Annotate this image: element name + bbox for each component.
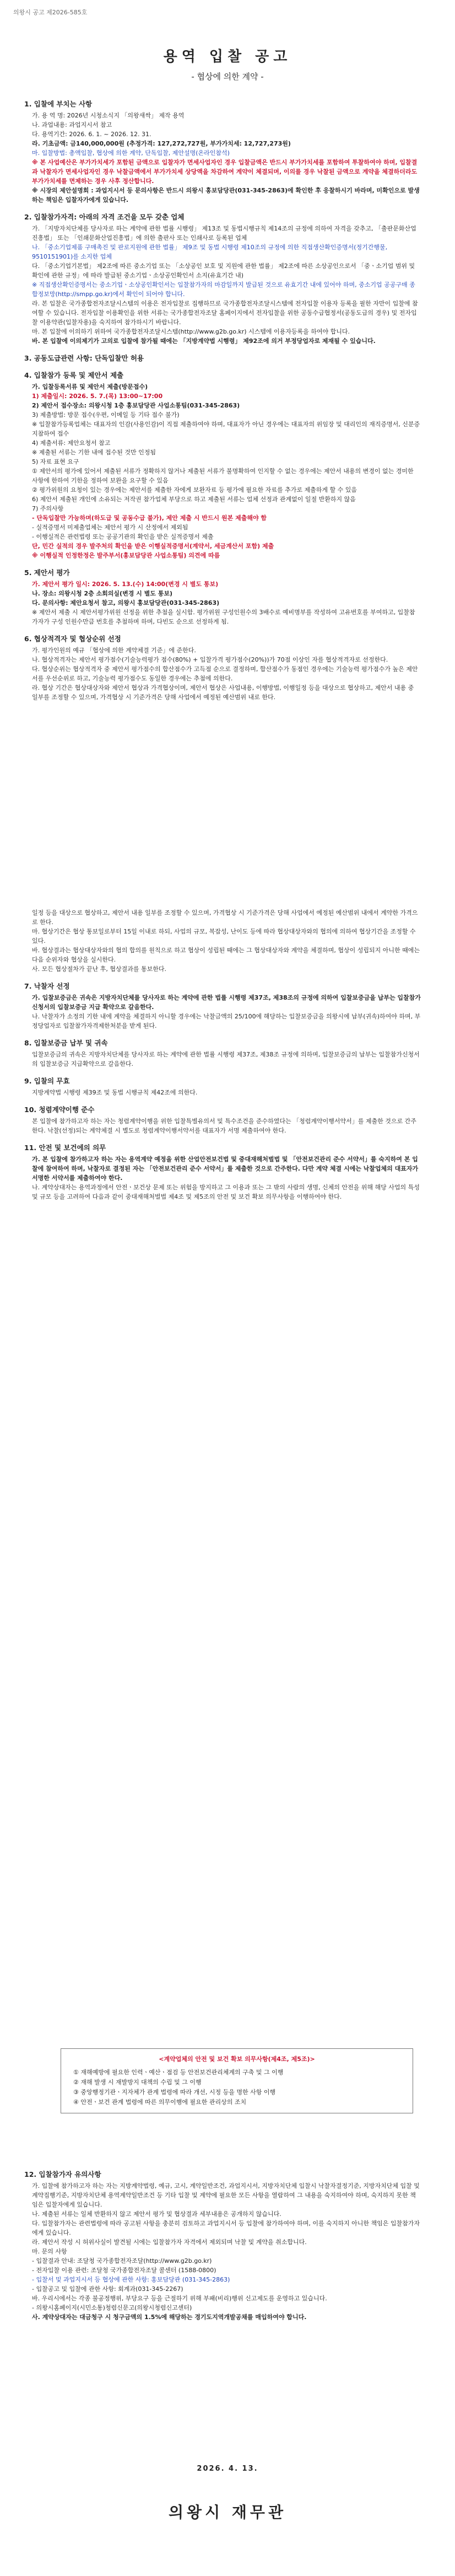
section bbox=[24, 568, 421, 626]
section-line: 마. 협상기간은 협상 통보일로부터 15일 이내로 하되, 사업의 규모, 복잡성, 난이도 등에 따라 협상대상자와의 협의에 의하여 협상기간을 조정할 수 있다. bbox=[32, 928, 416, 944]
section-line: - 이행실적은 관련법령 또는 공공기관의 확인을 받은 실적증명서 제출 bbox=[32, 533, 214, 540]
section-line: ※ 제안서 제출 시 제안서평가위원 선정을 위한 추첨을 실시함. 평가위원 구성인원수의 3배수로 예비명부를 작성하여 고유번호를 부여하고, 입찰참가자가 구성 인원수만큼 번호를 추첨하며 하며, 다빈도 순으로 선정하게 됨. bbox=[32, 609, 415, 625]
section-line: 사. 계약상대자는 대금청구 시 청구금액의 1.5%에 해당하는 경기도지역개발공채를 매입하여야 합니다. bbox=[32, 2314, 307, 2321]
page-subtitle: - 협상에 의한 계약 - bbox=[191, 72, 264, 82]
section-line: - 입찰공고 및 입찰에 관한 사항: 회계과(031-345-2267) bbox=[32, 2285, 183, 2293]
notice-body-part3 bbox=[24, 2170, 421, 2330]
section-heading: 2. 입찰참가자격: 아래의 자격 조건을 모두 갖춘 업체 bbox=[24, 213, 185, 221]
section-line: 지방계약법 시행령 제39조 및 동법 시행규칙 제42조에 의한다. bbox=[32, 1089, 198, 1096]
section-line: - 실적증명서 미제출업체는 제안서 평가 시 산정에서 제외됨 bbox=[32, 524, 188, 531]
section-line: 7) 주의사항 bbox=[32, 505, 64, 512]
section-line: 사. 모든 협상절차가 끝난 후, 협상결과를 통보한다. bbox=[32, 965, 166, 973]
section-heading: 6. 협상적격자 및 협상순위 선정 bbox=[24, 635, 121, 643]
section-line: 가. 평가인원의 예규 「협상에 의한 계약체결 기준」에 준한다. bbox=[32, 647, 196, 654]
section-line: ※ 시장의 제안설명회 : 과업지시서 등 문의사항은 반드시 의왕시 홍보담당관(031-345-2863)에 확인한 후 응찰하시기 바라며, 미확인으로 발생하는 책임은 입찰자가에게 있습니다. bbox=[32, 187, 420, 203]
safety-duty-item: ② 재해 발생 시 재발방지 대책의 수립 및 그 이행 bbox=[73, 2079, 202, 2086]
safety-duty-item: ④ 안전ㆍ보건 관계 법령에 따른 의무이행에 필요한 관리상의 조치 bbox=[73, 2099, 247, 2106]
section-line: 나. 제출된 서류는 일체 반환하지 않고 제안서 평가 및 협상결과 세부내용은 공개하지 않습니다. bbox=[32, 2210, 281, 2218]
section-line: - 단독입찰만 가능하며(하도급 및 공동수급 불가), 제안 제출 시 반드시 원본 제출해야 함 bbox=[32, 514, 267, 522]
section-line: 다. 입찰참가자는 관련법령에 따라 공고된 사항을 충분히 검토하고 과업지시서 등 입찰에 참가하여야 하며, 이를 숙지하지 아니한 책임은 입찰참가자에게 있습니다. bbox=[32, 2220, 420, 2236]
section-line: 마. 문의 사항 bbox=[32, 2248, 67, 2255]
section-line: 다. 「중소기업기본법」 제2조에 따른 중소기업 또는 「소상공인 보호 및 지원에 관한 법률」 제2조에 따른 소상공인으로서 「중ㆍ소기업 범위 및 확인에 관한 규정」에 따라 발급된 중소기업ㆍ소상공인확인서 소지(유효기간 내) bbox=[32, 262, 415, 279]
section bbox=[24, 1143, 421, 1201]
section-line: 6) 제안서 제출된 개인에 소유되는 저작권 참가업체 부당으로 하고 제출된 서류는 업체 선정과 관계없이 일절 반환하지 않음 bbox=[32, 496, 356, 503]
issuer-name: 의왕시 재무관 bbox=[168, 2503, 287, 2521]
section-line: 일정 등을 대상으로 협상하고, 제안서 내용 일부를 조정할 수 있으며, 가격협상 시 기준가격은 당해 사업에서 예정된 예산범위 내에서 계약한 가격으로 한다. bbox=[32, 909, 418, 926]
section-line: ① 제안서의 평가에 있어서 제출된 서류가 정확하지 않거나 제출된 서류가 불명확하여 인지할 수 없는 경우에는 제안서 내용의 변경이 없는 경미한 사항에 한하여 기한을 정하여 보완을 요구할 수 있음 bbox=[32, 468, 414, 484]
section bbox=[24, 1105, 421, 1135]
section-line: ※ 직접생산확인증명서는 중소기업ㆍ소상공인확인서는 입찰참가자의 마감일까지 발급된 것으로 유효기간 내에 있어야 하며, 중소기업 공공구매 종합정보망(http://smpp.go.kr)에서 확인이 되어야 합니다. bbox=[32, 281, 415, 298]
safety-duty-item: ③ 중앙행정기관ㆍ지자체가 관계 법령에 따라 개선, 시정 등을 명한 사항 이행 bbox=[73, 2089, 276, 2096]
section-line: 가. 제안서 평가 일시: 2026. 5. 13.(수) 14:00(변경 시 별도 통보) bbox=[32, 581, 219, 588]
section-line: - 의왕시홈페이지(시민소통)청렴신문고(의왕시청렴신고센터) bbox=[32, 2304, 192, 2311]
section-line: 가. 입찰보증금은 귀속은 지방자치단체를 당사자로 하는 계약에 관한 법률 시행령 제37조, 제38조의 규정에 의하여 입찰보증금을 납부는 입찰참가신청서의 입찰보증금 지급 확약으로 갈음한다. bbox=[32, 994, 421, 1011]
section-line: 라. 기초금액: 금140,000,000원 (추정가격: 127,272,727원, 부가가치세: 12,727,273원) bbox=[32, 140, 291, 147]
section-line: 가. 본 입찰에 참가하고자 하는 자는 용역계약 예정을 위한 산업안전보건법 및 중대재해처벌법 및 「안전보건관리 준수 서약서」를 숙지하여 본 입찰에 참여하여 하며, 낙찰자로 결정된 자는 「안전보건관리 준수 서약서」를 제출한 것으로 간주한다. 다만 계약 체결 시에는 낙찰업체의 대표자가 서명한 서약서를 제출하여야 한다. bbox=[32, 1156, 419, 1182]
section-line: 나. 「중소기업제품 구매촉진 및 판로지원에 관한 법률」 제9조 및 동법 시행령 제10조의 규정에 의한 직접생산확인증명서(정기간행물, 9510151901)를 소지한 업체 bbox=[32, 244, 388, 260]
section-line: 마. 입찰방법: 총액입찰, 협상에 의한 계약, 단독입찰, 제안설명(온라인참석) bbox=[32, 149, 230, 157]
section-heading: 10. 청렴계약이행 준수 bbox=[24, 1105, 95, 1114]
section-line: ※ 제출된 서류는 기한 내에 접수된 것만 인정됨 bbox=[32, 449, 156, 456]
section-line: 단, 민간 실적의 경우 발주처의 확인을 받은 이행실적증명서(계약서, 세금계산서 포함) 제출 bbox=[32, 543, 274, 550]
section-line: 나. 계약상대자는 용역과정에서 안전ㆍ보건상 문제 또는 위험을 방지하고 그 이용과 또는 그 밖의 사람의 생명, 신체의 안전을 위해 해당 사업의 특성 및 규모 등을 고려하여 다음과 같이 중대재해처벌법 제4조 및 제5조의 안전 및 보건 확보 의무사항을 이행하여야 한다. bbox=[32, 1184, 420, 1200]
section bbox=[24, 353, 421, 363]
section-heading: 7. 낙찰자 선정 bbox=[24, 982, 70, 990]
section-line: 바. 협상결과는 협상대상자와의 협의 합의를 원칙으로 하고 협상이 성립된 때에는 그 협상대상자와 계약을 체결하며, 협상이 성립되지 아니한 때에는 다음 순위자와 협상을 실시한다. bbox=[32, 947, 420, 963]
section bbox=[24, 634, 421, 702]
section-line: - 입찰서 및 과업지시서 등 협상에 관한 사항: 홍보담당관 (031-345-2863) bbox=[32, 2276, 230, 2283]
section-line: 입찰보증금의 귀속은 지방자치단체를 당사자로 하는 계약에 관한 법률 시행령 제37조, 제38조 규정에 의하며, 입찰보증금의 납부는 입찰참가신청서의 입찰보증금 지급확약으로 갈음한다. bbox=[32, 1051, 420, 1067]
section-line: ※ 본 사업예산은 부가가치세가 포함된 금액으로 입찰자가 면세사업자인 경우 입찰금액은 반드시 부가가치세를 포함하여 투찰하여야 하며, 입찰결과 낙찰자가 면세사업자인 경우 낙찰금액에서 부가가치세 상당액을 차감하여 계약이 체결되며, 이의를 경우 낙찰된 금액으로 계약을 체결하더라도 부가가치세를 면제하는 경우 사후 정산합니다. bbox=[32, 159, 418, 185]
section-line: 라. 제안서 작성 시 허위사실이 발견될 시에는 입찰참가자 자격에서 제외되며 낙찰 및 계약을 취소합니다. bbox=[32, 2239, 307, 2246]
section-heading: 3. 공동도급관련 사항: 단독입찰만 허용 bbox=[24, 354, 144, 362]
section bbox=[24, 212, 421, 346]
section-line: 나. 낙찰자가 소정의 기한 내에 계약을 체결하지 아니할 경우에는 낙찰금액의 25/100에 해당하는 입찰보증금을 의왕시에 납부(귀속)하여야 하며, 부정당업자로 입찰참가자격제한처분을 받게 된다. bbox=[32, 1013, 421, 1029]
section-line: 라. 협상 기간은 협상대상자와 제안서 협상과 가격협상이며, 제안서 협상은 사업내용, 이행방법, 이행일정 등을 대상으로 협상하고, 제안서 내용 중 일부를 조정할 수 있으며, 가격협상 시 기준가격은 당해 사업에서 예정된 예산범위 내로 한다. bbox=[32, 684, 414, 701]
section-line: 가. 입찰등록서류 및 제안서 제출(방문접수) bbox=[32, 383, 148, 390]
safety-duty-title: <계약업체의 안전 및 보건 확보 의무사항(제4조, 제5조)> bbox=[159, 2056, 315, 2063]
document-number: 의왕시 공고 제2026-585호 bbox=[13, 9, 88, 16]
safety-duty-box bbox=[61, 2048, 413, 2113]
section-line: - 전자입찰 이용 관련: 조달청 국가종합전자조달 콜센터 (1588-0800) bbox=[32, 2267, 216, 2274]
section-line: 가. 「지방자치단체를 당사자로 하는 계약에 관한 법률 시행령」 제13조 및 동법시행규칙 제14조의 규정에 의하여 자격을 갖추고, 「출판문화산업진흥법」 또는 「인쇄문화산업진흥법」에 의한 출판사 또는 인쇄사로 등록된 업체 bbox=[32, 225, 416, 242]
section-heading: 5. 제안서 평가 bbox=[24, 568, 70, 577]
section-line: 나. 장소: 의왕시청 2층 소회의실(변경 시 별도 통보) bbox=[32, 590, 172, 597]
blank-area bbox=[24, 710, 421, 908]
section-line: 4) 제출서류: 제안요청서 참고 bbox=[32, 439, 111, 447]
section-line: ※ 이행실적 인정한정은 발주부서(홍보담당관 사업소통팀) 의견에 따름 bbox=[32, 552, 220, 559]
section-line: 다. 용역기간: 2026. 6. 1. ~ 2026. 12. 31. bbox=[32, 131, 151, 138]
section bbox=[24, 1038, 421, 1069]
section-heading: 4. 입찰참가 등록 및 제안서 제출 bbox=[24, 371, 124, 379]
section-line: 바. 본 입찰에 이의제기가 고의로 입찰에 참가될 때에는 「지방계약법 시행령」 제92조에 의거 부정당업자로 제재될 수 있습니다. bbox=[32, 337, 376, 345]
section-line: 나. 협상적격자는 제안서 평가점수(기술능력평가 점수(80%) + 입찰가격 평가점수(20%))가 70점 이상인 자를 협상적격자로 선정한다. bbox=[32, 656, 388, 663]
section bbox=[24, 1076, 421, 1097]
notice-date: 2026. 4. 13. bbox=[197, 2465, 258, 2473]
section bbox=[24, 981, 421, 1031]
section-line: 5) 자료 표현 요구 bbox=[32, 458, 79, 465]
section bbox=[24, 371, 421, 560]
section-continuation bbox=[24, 908, 421, 974]
section-line: - 입찰결과 안내: 조달청 국가종합전자조달(http://www.g2b.go.kr) bbox=[32, 2257, 212, 2264]
section-heading: 8. 입찰보증금 납부 및 귀속 bbox=[24, 1039, 108, 1047]
section-line: ② 평가위원의 요청이 있는 경우에는 제안서를 제출한 자에게 보완자료 등 평가에 필요한 자료를 추가로 제출하게 할 수 있음 bbox=[32, 486, 357, 493]
section-line: ※ 입찰참가등록업체는 대표자의 인감(사용인감)이 직접 제출하여야 하며, 대표자가 아닌 경우에는 대표자의 위임장 및 대리인의 재직증명서, 신분증 지참하여 접수 bbox=[32, 421, 420, 437]
section-line: 1) 제출일시: 2026. 5. 7.(목) 13:00~17:00 bbox=[32, 393, 163, 400]
section-heading: 1. 입찰에 부치는 사항 bbox=[24, 100, 93, 108]
section-line: 3) 제출방법: 방문 접수(우편, 이메일 등 기타 접수 불가) bbox=[32, 411, 180, 418]
section-line: 본 입찰에 참가하고자 하는 자는 청렴계약이행을 위한 입찰특별유의서 및 특수조건을 준수하였다는 「청렴계약이행서약서」를 제출한 것으로 간주한다. 낙찰(선정)되는 계약체결 시 별도로 청렴계약이행서약서를 대표자가 서명 제출하여야 한다. bbox=[32, 1118, 416, 1134]
section bbox=[24, 2170, 421, 2322]
section-line: 라. 본 입찰은 국가종합전자조달시스템의 이용은 전자입찰로 집행하므로 국가종합전자조달시스템에 전자입찰 이용자 등록을 필한 자만이 입찰에 참여할 수 있습니다. 전자입찰 이용확인을 위한 서류는 국가종합전자조달 홈페이지에서 전자입찰을 위한 공동수급협정서(공동도급의 경우) 및 전자입찰 이용약관(입찰자용)을 숙지하여 참가하시기 바랍니다. bbox=[32, 300, 418, 326]
section-heading: 11. 안전 및 보건에의 의무 bbox=[24, 1144, 106, 1152]
section-line: 바. 우리시에서는 각종 불공정행위, 부당요구 등을 근절하기 위해 부패(비리)행위 신고제도를 운영하고 있습니다. bbox=[32, 2295, 327, 2302]
safety-duty-item: ① 재해예방에 필요한 인력ㆍ예산ㆍ점검 등 안전보건관리체계의 구축 및 그 이행 bbox=[73, 2069, 284, 2076]
section-line: 2) 제안서 접수장소: 의왕시청 1층 홍보담당관 사업소통팀(031-345-2863) bbox=[32, 402, 240, 409]
section-line: 가. 입찰에 참가하고자 하는 자는 지방계약법령, 예규, 고시, 계약일반조건, 과업지시서, 지방자치단체 입찰시 낙찰자결정기준, 지방자치단체 입찰 및 계약집행기준, 지방자치단체 용역계약일반조건 등 기타 입찰 및 계약에 필요한 모든 사항을 열람하여 그 내용을 숙지하여야 하며, 숙지하지 못한 책임은 입찰자에게 있습니다. bbox=[32, 2182, 420, 2208]
section-line: 다. 협상순위는 협상적격자 중 제안서 평가점수의 합산점수가 고득점 순으로 결정하며, 합산점수가 동점인 경우에는 기술능력 평가점수가 높은 제안서를 우선순위로 하고, 기술능력 평가점수도 동일한 경우에는 추첨에 의한다. bbox=[32, 666, 418, 682]
section-line: 마. 본 입찰에 이의하기 위하여 국가종합전자조달시스템(http://www.g2b.go.kr) 시스템에 이용자등록을 하여야 합니다. bbox=[32, 328, 350, 335]
section-heading: 12. 입찰참가자 유의사항 bbox=[24, 2170, 101, 2178]
section-line: 나. 과업내용: 과업지시서 참고 bbox=[32, 121, 112, 128]
section-heading: 9. 입찰의 무효 bbox=[24, 1077, 70, 1085]
section-line: 다. 문의사항: 제안요청서 참고, 의왕시 홍보담당관(031-345-2863) bbox=[32, 599, 220, 607]
section-line: 가. 용 역 명: 2026년 시청소식지 「의왕새싹」 제작 용역 bbox=[32, 112, 185, 119]
page-title: 용역 입찰 공고 bbox=[163, 49, 292, 65]
notice-body-part1 bbox=[24, 99, 421, 1209]
section bbox=[24, 99, 421, 205]
